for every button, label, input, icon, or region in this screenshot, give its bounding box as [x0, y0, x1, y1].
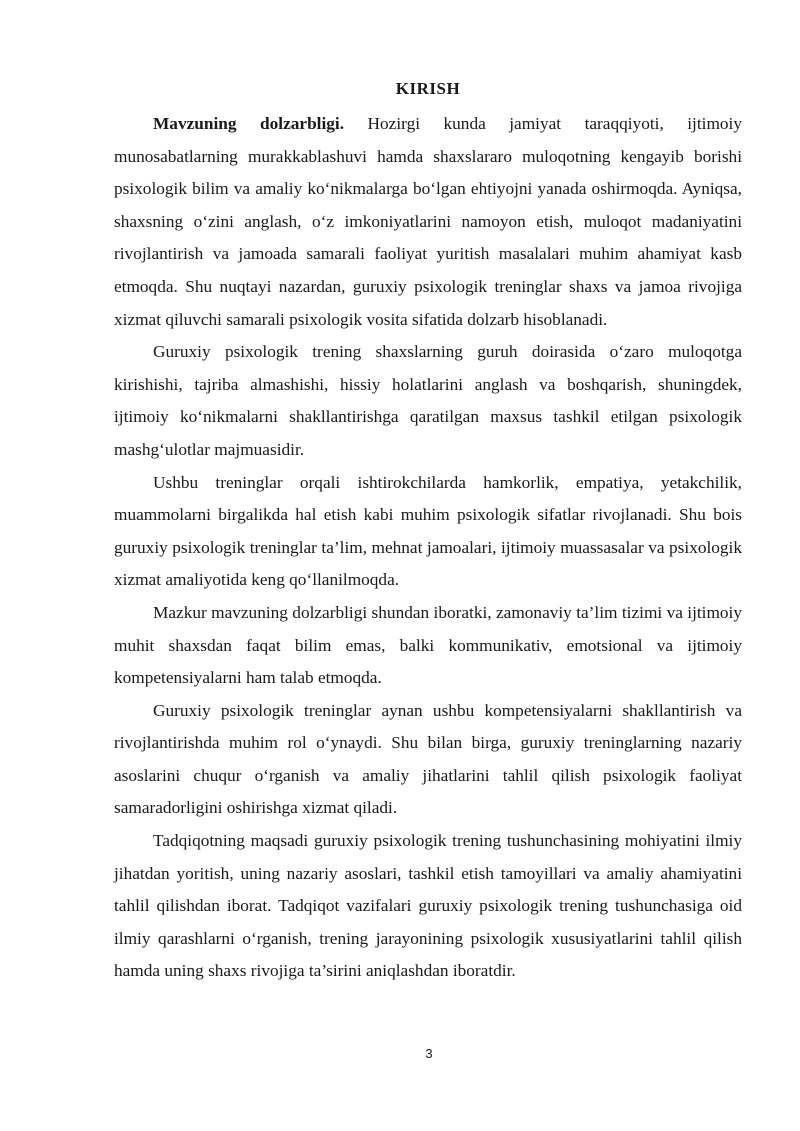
paragraph-intro [114, 108, 742, 336]
page-number: 3 [425, 1046, 433, 1061]
paragraph-4: Mazkur mavzuning dolzarbligi shundan iboratki, zamonaviy ta’lim tizimi va ijtimoiy muhit shaxsdan faqat bilim emas, balki kommunikativ, emotsional va ijtimoiy kompetensiyalarni ham talab etmoqda. [114, 602, 742, 688]
document-page [114, 72, 742, 988]
intro-lead: Mavzuning dolzarbligi. [153, 114, 345, 133]
paragraph-6: Tadqiqotning maqsadi guruxiy psixologik trening tushunchasining mohiyatini ilmiy jihatdan yoritish, uning nazariy asoslari, tashkil etish tamoyillari va amaliy ahamiyatini tahlil qilishdan iborat. Tadqiqot vazifalari guruxiy psixologik trening tushunchasiga oid ilmiy qarashlarni o‘rganish, trening jarayonining psixologik xususiyatlarini tahlil qilish hamda uning shaxs rivojiga ta’sirini aniqlashdan iboratdir. [114, 831, 742, 981]
paragraph-5: Guruxiy psixologik treninglar aynan ushbu kompetensiyalarni shakllantirish va rivojlantirishda muhim rol o‘ynaydi. Shu bilan birga, guruxiy treninglarning nazariy asoslarini chuqur o‘rganish va amaliy jihatlarini tahlil qilish psixologik faoliyat samaradorligini oshirishga xizmat qiladi. [114, 700, 742, 818]
paragraph-3: Ushbu treninglar orqali ishtirokchilarda hamkorlik, empatiya, yetakchilik, muammolarni birgalikda hal etish kabi muhim psixologik sifatlar rivojlanadi. Shu bois guruxiy psixologik treninglar ta’lim, mehnat jamoalari, ijtimoiy muassasalar va psixologik xizmat amaliyotida keng qo‘llanilmoqda. [114, 472, 742, 590]
intro-text: Hozirgi kunda jamiyat taraqqiyoti, ijtimoiy munosabatlarning murakkablashuvi hamda shaxslararo muloqotning kengayib borishi psixologik bilim va amaliy ko‘nikmalarga bo‘lgan ehtiyojni yanada oshirmoqda. Ayniqsa, shaxsning o‘zini anglash, o‘z imkoniyatlarini namoyon etish, muloqot madaniyatini rivojlantirish va jamoada samarali faoliyat yuritish masalalari muhim ahamiyat kasb etmoqda. Shu nuqtayi nazardan, guruxiy psixologik treninglar shaxs va jamoa rivojiga xizmat qiluvchi samarali psixologik vosita sifatida dolzarb hisoblanadi. [114, 114, 742, 329]
section-heading: KIRISH [395, 79, 461, 98]
paragraph-2: Guruxiy psixologik trening shaxslarning guruh doirasida o‘zaro muloqotga kirishishi, tajriba almashishi, hissiy holatlarini anglash va boshqarish, shuningdek, ijtimoiy ko‘nikmalarni shakllantirishga qaratilgan maxsus tashkil etilgan psixologik mashg‘ulotlar majmuasidir. [114, 342, 742, 459]
